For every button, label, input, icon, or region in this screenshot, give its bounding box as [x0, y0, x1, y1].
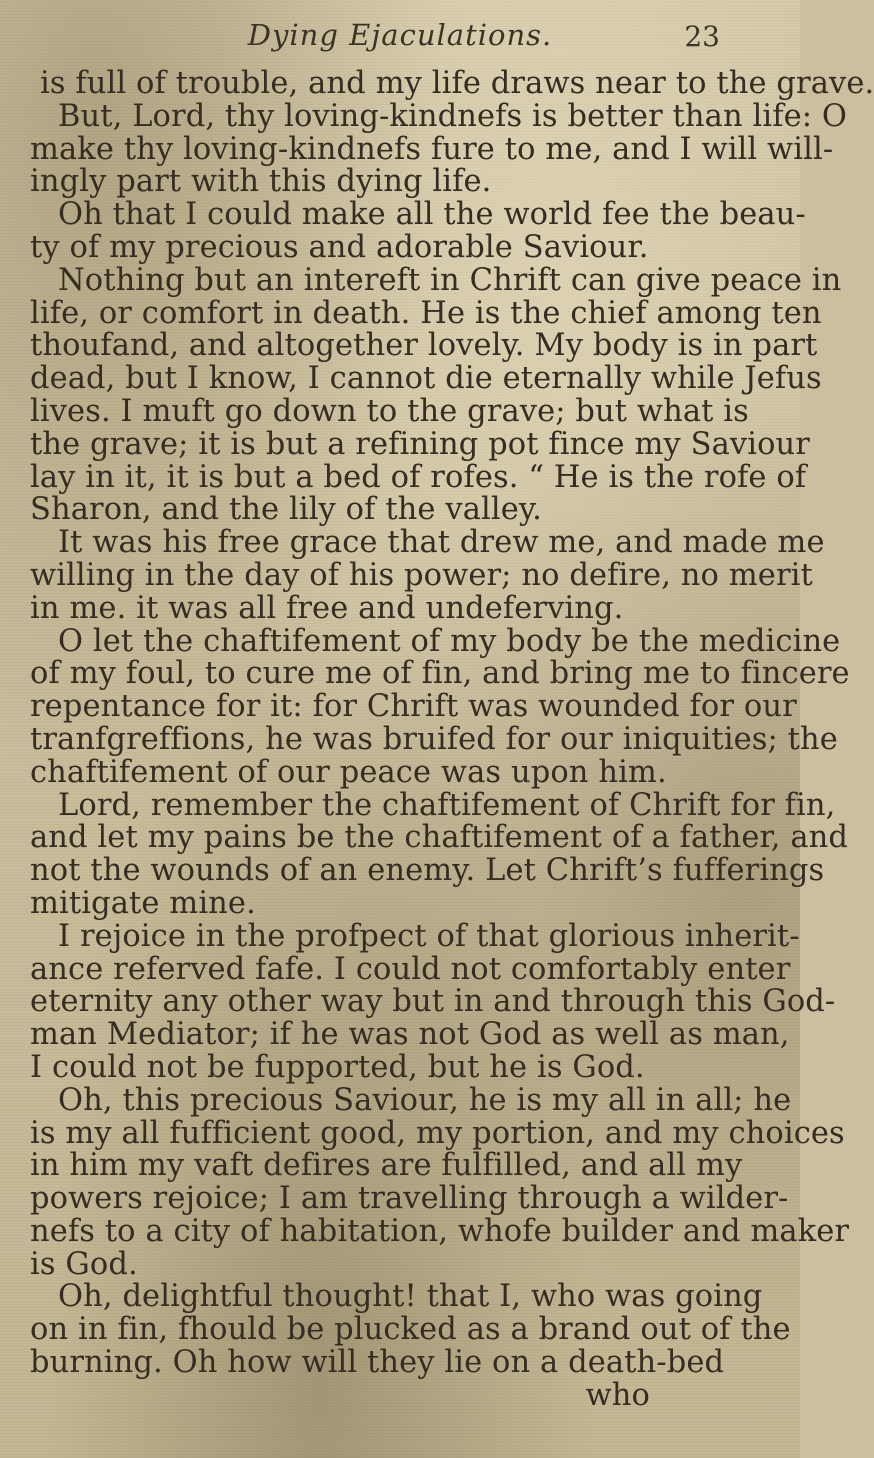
running-head [30, 10, 770, 64]
text-line: lay in it, it is but a bed of rofes. “ He is the rofe of [30, 459, 807, 495]
text-line: thoufand, and altogether lovely. My body is in part [30, 328, 818, 364]
text-line: chaftifement of our peace was upon him. [30, 754, 667, 790]
text-line: is God. [30, 1246, 138, 1282]
text-line: Oh, this precious Saviour, he is my all in all; he [58, 1082, 792, 1118]
text-line: eternity any other way but in and through this God- [30, 984, 836, 1020]
text-line: burning. Oh how will they lie on a death-bed [30, 1345, 725, 1381]
text-line: Nothing but an intereft in Chrift can give peace in [58, 262, 842, 298]
page-number: 23 [684, 20, 720, 53]
text-line: tranfgreffions, he was bruifed for our iniquities; the [30, 721, 838, 757]
text-line: lives. I muft go down to the grave; but what is [30, 393, 749, 429]
body-text [30, 66, 874, 1413]
text-line: repentance for it: for Chrift was wounded for our [30, 689, 797, 725]
text-line: powers rejoice; I am travelling through a wilder- [30, 1181, 789, 1217]
text-line: It was his free grace that drew me, and made me [58, 525, 825, 561]
text-line: O let the chaftifement of my body be the medicine [58, 623, 841, 659]
text-line: I rejoice in the profpect of that glorious inherit- [58, 918, 800, 954]
text-line: not the wounds of an enemy. Let Chrift’s fufferings [30, 853, 825, 889]
text-line: make thy loving-kindnefs fure to me, and I will will- [30, 131, 834, 167]
running-title: Dying Ejaculations. [247, 18, 553, 52]
text-line: But, Lord, thy loving-kindnefs is better than life: O [58, 98, 848, 134]
text-line: on in fin, fhould be plucked as a brand out of the [30, 1312, 791, 1348]
text-line: Oh that I could make all the world fee the beau- [58, 197, 806, 233]
text-line: willing in the day of his power; no defire, no merit [30, 557, 813, 593]
text-line: nefs to a city of habitation, whofe builder and maker [30, 1213, 850, 1249]
text-line: of my foul, to cure me of fin, and bring me to fincere [30, 656, 850, 692]
text-line: life, or comfort in death. He is the chief among ten [30, 295, 822, 331]
text-line: and let my pains be the chaftifement of a father, and [30, 820, 849, 856]
text-line: ty of my precious and adorable Saviour. [30, 229, 649, 265]
text-line: mitigate mine. [30, 885, 256, 921]
text-line: is full of trouble, and my life draws near to the grave. [40, 66, 874, 101]
text-line: Lord, remember the chaftifement of Chrift for fin, [58, 787, 836, 823]
text-line: man Mediator; if he was not God as well as man, [30, 1017, 790, 1053]
catchword: who [585, 1377, 650, 1413]
text-line: in me. it was all free and undeferving. [30, 590, 624, 626]
text-line: ance referved fafe. I could not comfortably enter [30, 951, 791, 987]
text-line: is my all fufficient good, my portion, and my choices [30, 1115, 845, 1151]
text-line: in him my vaft defires are fulfilled, and all my [30, 1148, 743, 1184]
text-line: ingly part with this dying life. [30, 164, 492, 200]
text-line: I could not be fupported, but he is God. [30, 1049, 645, 1085]
text-line: Sharon, and the lily of the valley. [30, 492, 542, 528]
text-line: the grave; it is but a refining pot fince my Saviour [30, 426, 810, 462]
text-line: Oh, delightful thought! that I, who was going [58, 1279, 763, 1315]
text-line: dead, but I know, I cannot die eternally while Jefus [30, 361, 822, 397]
